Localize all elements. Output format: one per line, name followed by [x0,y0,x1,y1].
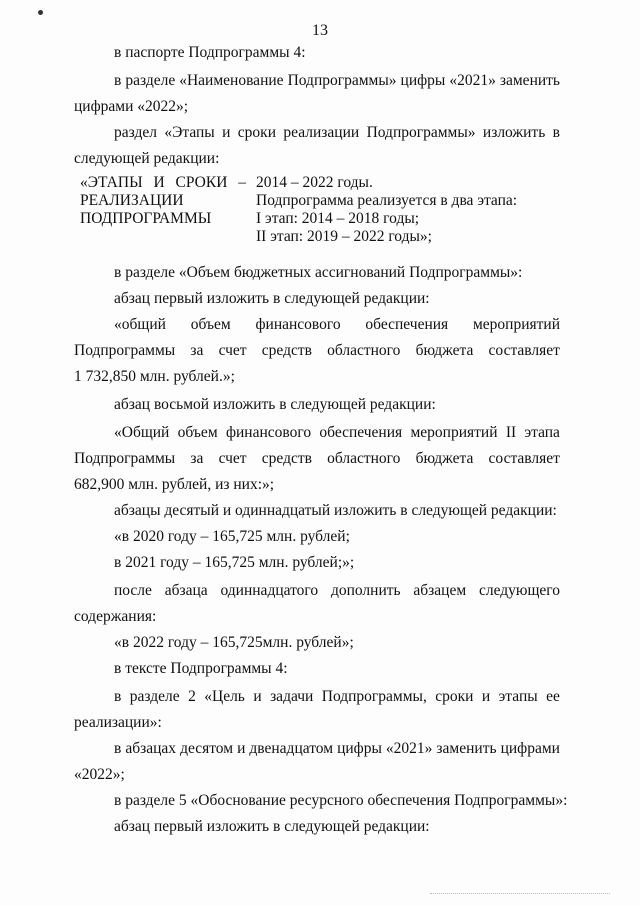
word: «общий [114,316,166,333]
word: средств [261,342,312,359]
word: в [114,688,122,705]
word: Подпрограммы» [366,124,476,141]
paragraph-first-abzac-final: абзац первый изложить в следующей редакции: [114,818,430,835]
word: II [505,424,517,441]
word: средств [261,450,312,467]
scan-footer-noise [430,893,610,896]
paragraph-name-section-cont: цифрами «2022»; [74,98,189,115]
word: Подпрограммы [74,342,176,359]
word: следующего [478,582,560,599]
paragraph-stage2-volume-amount: 682,900 млн. рублей, из них:»; [74,476,275,493]
word: «2021» [449,72,496,89]
paragraph-tenth-eleventh: абзацы десятый и одиннадцатый изложить в следующей редакции: [114,502,557,519]
word: в [114,740,122,757]
table-left-row1 [80,174,246,192]
table-left-row3: ПОДПРОГРАММЫ [80,210,212,227]
word: и [253,688,262,705]
word: «Цель [204,688,245,705]
word: сроки [435,688,474,705]
word: обеспечения [365,316,449,333]
word: Подпрограммы, [321,688,427,705]
word: – [238,174,246,191]
word: цифрами [500,740,560,757]
word: и [237,740,246,757]
table-right-row3: I этап: 2014 – 2018 годы; [256,210,420,227]
word: заменить [499,72,560,89]
word: дополнить [330,582,401,599]
paragraph-year-2021: в 2021 году – 165,725 млн. рублей;»; [114,554,355,571]
word: финансового [225,424,312,441]
word: счет [218,450,247,467]
word: областного [327,450,401,467]
word: Подпрограммы» [287,72,397,89]
table-right-row2: Подпрограмма реализуется в два этапа: [256,192,518,209]
word: цифры [400,72,446,89]
word: бюджета [415,342,474,359]
word: изложить [482,124,546,141]
paragraph-eighth-abzac: абзац восьмой изложить в следующей редакции: [114,396,436,413]
word: «2021» [385,740,433,757]
word: в [114,72,122,89]
paragraph-total-volume-amount: 1 732,850 млн. рублей.»; [74,368,235,385]
word: разделе [125,72,176,89]
table-right-row1: 2014 – 2022 годы. [256,174,373,191]
paragraph-first-abzac: абзац первый изложить в следующей редакции: [114,290,430,307]
table-left-row2: РЕАЛИЗАЦИИ [80,192,184,209]
word: «Общий [114,424,170,441]
word: «Наименование [179,72,284,89]
paragraph-section2 [114,688,560,706]
paragraph-stage2-volume-cont [74,450,560,468]
word: абзацах [125,740,177,757]
word: объем [177,424,218,441]
word: «Этапы [164,124,215,141]
word: раздел [114,124,157,141]
paragraph-stage2-volume [114,424,560,442]
word: одиннадцатого [220,582,319,599]
word: и [481,688,491,705]
paragraph-section5: в разделе 5 «Обоснование ресурсного обеспечения Подпрограммы»: [114,792,568,809]
page-number: 13 [312,22,328,39]
paragraph-year-2020: «в 2020 году – 165,725 млн. рублей; [114,528,350,545]
paragraph-add-abzac [114,582,560,600]
paragraph-add-abzac-cont: содержания: [74,608,157,625]
word: цифры [337,740,382,757]
scan-dot [38,10,43,15]
word: «ЭТАПЫ [80,174,143,191]
paragraph-name-section [114,72,560,90]
word: счет [218,342,247,359]
word: И [153,174,165,191]
word: задачи [270,688,314,705]
word: ее [546,688,560,705]
word: реализации [283,124,360,141]
paragraph-total-volume-cont [74,342,560,360]
word: за [190,342,204,359]
word: Подпрограммы [74,450,176,467]
paragraph-total-volume [114,316,560,334]
word: двенадцатом [249,740,334,757]
word: областного [327,342,401,359]
word: 2 [188,688,196,705]
word: бюджета [415,450,474,467]
word: этапа [524,424,560,441]
word: этапы [498,688,538,705]
word: финансового [255,316,341,333]
paragraph-stages-section-cont: следующей редакции: [74,150,220,167]
word: составляет [488,342,560,359]
word: заменить [436,740,497,757]
paragraph-passport: в паспорте Подпрограммы 4: [114,44,306,61]
word: обеспечения [319,424,403,441]
paragraph-abzac-10-12-cont: «2022»; [74,766,125,783]
paragraph-budget-section: в разделе «Объем бюджетных ассигнований Подпрограммы»: [114,264,523,281]
word: СРОКИ [175,174,228,191]
paragraph-subprogram-text: в тексте Подпрограммы 4: [114,660,288,677]
word: объем [190,316,231,333]
paragraph-stages-section [114,124,560,142]
paragraph-year-2022: «в 2022 году – 165,725млн. рублей»; [114,634,354,651]
word: за [190,450,204,467]
word: мероприятий [472,316,560,333]
word: разделе [129,688,180,705]
word: и [222,124,231,141]
word: в [552,124,560,141]
word: составляет [488,450,560,467]
word: десятом [180,740,234,757]
word: мероприятий [410,424,498,441]
paragraph-abzac-10-12 [114,740,560,758]
table-right-row4: II этап: 2019 – 2022 годы»; [256,228,432,245]
word: сроки [237,124,277,141]
paragraph-section2-cont: реализации»: [74,714,162,731]
word: абзаца [164,582,208,599]
word: абзацем [413,582,467,599]
word: после [114,582,152,599]
